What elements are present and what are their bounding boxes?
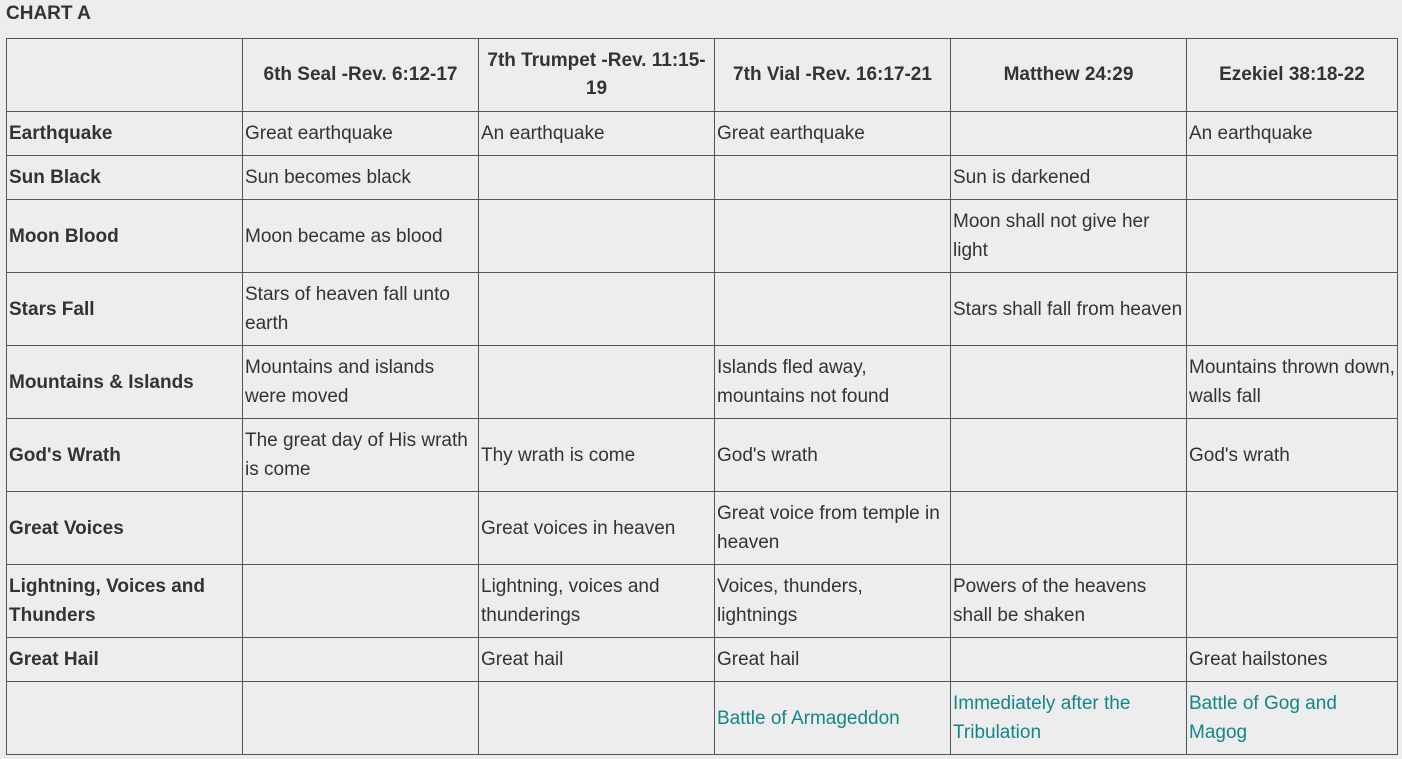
- table-row-mountains-islands: [7, 346, 1398, 419]
- table-cell: [951, 419, 1187, 492]
- table-cell: [243, 682, 479, 755]
- column-header-matthew: Matthew 24:29: [951, 39, 1187, 112]
- table-row-earthquake: [7, 112, 1398, 156]
- table-cell: Moon shall not give her light: [951, 200, 1187, 273]
- table-cell: God's wrath: [1187, 419, 1398, 492]
- table-cell: [479, 346, 715, 419]
- table-row-great-voices: [7, 492, 1398, 565]
- table-cell: Stars shall fall from heaven: [951, 273, 1187, 346]
- table-cell: Sun becomes black: [243, 156, 479, 200]
- table-cell: [243, 638, 479, 682]
- table-cell: [951, 112, 1187, 156]
- table-cell: [951, 492, 1187, 565]
- table-cell: [479, 156, 715, 200]
- table-cell: [479, 200, 715, 273]
- column-header-7th-trumpet: 7th Trumpet -Rev. 11:15-19: [479, 39, 715, 112]
- row-label: Great Voices: [7, 492, 243, 565]
- table-cell: [7, 682, 243, 755]
- table-cell: [715, 156, 951, 200]
- row-label: Earthquake: [7, 112, 243, 156]
- column-header-6th-seal: 6th Seal -Rev. 6:12-17: [243, 39, 479, 112]
- table-cell: Stars of heaven fall unto earth: [243, 273, 479, 346]
- table-cell: Mountains and islands were moved: [243, 346, 479, 419]
- table-cell: Great earthquake: [715, 112, 951, 156]
- table-cell: God's wrath: [715, 419, 951, 492]
- table-cell: [1187, 492, 1398, 565]
- table-cell: [1187, 200, 1398, 273]
- table-cell: Powers of the heavens shall be shaken: [951, 565, 1187, 638]
- table-cell: [1187, 565, 1398, 638]
- row-label: Lightning, Voices and Thunders: [7, 565, 243, 638]
- table-cell: [1187, 273, 1398, 346]
- table-cell: Mountains thrown down, walls fall: [1187, 346, 1398, 419]
- column-header-7th-vial: 7th Vial -Rev. 16:17-21: [715, 39, 951, 112]
- column-header-blank: [7, 39, 243, 112]
- table-cell: [479, 682, 715, 755]
- comparison-table: [6, 38, 1398, 755]
- row-label: Moon Blood: [7, 200, 243, 273]
- table-cell-link: [715, 682, 951, 755]
- battle-of-armageddon-link[interactable]: Battle of Armageddon: [717, 707, 900, 729]
- table-cell: [951, 346, 1187, 419]
- table-row-moon-blood: [7, 200, 1398, 273]
- table-cell: Great hailstones: [1187, 638, 1398, 682]
- table-cell: Great voices in heaven: [479, 492, 715, 565]
- table-cell: Sun is darkened: [951, 156, 1187, 200]
- table-cell: [715, 273, 951, 346]
- table-cell: Great voice from temple in heaven: [715, 492, 951, 565]
- column-header-ezekiel: Ezekiel 38:18-22: [1187, 39, 1398, 112]
- row-label: Great Hail: [7, 638, 243, 682]
- table-cell: Islands fled away, mountains not found: [715, 346, 951, 419]
- table-cell: [715, 200, 951, 273]
- table-cell: Great earthquake: [243, 112, 479, 156]
- table-cell: Great hail: [715, 638, 951, 682]
- table-cell: Thy wrath is come: [479, 419, 715, 492]
- table-row-great-hail: [7, 638, 1398, 682]
- table-cell: [243, 565, 479, 638]
- table-cell: Voices, thunders, lightnings: [715, 565, 951, 638]
- table-row-gods-wrath: [7, 419, 1398, 492]
- table-cell: [951, 638, 1187, 682]
- header-row: [7, 39, 1398, 112]
- table-cell: An earthquake: [479, 112, 715, 156]
- row-label: Mountains & Islands: [7, 346, 243, 419]
- table-row-stars-fall: [7, 273, 1398, 346]
- table-row-lightning-voices-thunders: [7, 565, 1398, 638]
- table-cell-link: [1187, 682, 1398, 755]
- table-cell: Great hail: [479, 638, 715, 682]
- table-cell: Lightning, voices and thunderings: [479, 565, 715, 638]
- table-cell: [479, 273, 715, 346]
- row-label: Sun Black: [7, 156, 243, 200]
- row-label: God's Wrath: [7, 419, 243, 492]
- table-cell-link: [951, 682, 1187, 755]
- chart-title: CHART A: [6, 3, 91, 24]
- table-cell: Moon became as blood: [243, 200, 479, 273]
- table-cell: The great day of His wrath is come: [243, 419, 479, 492]
- battle-of-gog-and-magog-link[interactable]: Battle of Gog and Magog: [1189, 693, 1337, 743]
- table-cell: [1187, 156, 1398, 200]
- immediately-after-tribulation-link[interactable]: Immediately after the Tribulation: [953, 693, 1131, 743]
- table-cell: [243, 492, 479, 565]
- table-cell: An earthquake: [1187, 112, 1398, 156]
- table-row-links: [7, 682, 1398, 755]
- table-row-sun-black: [7, 156, 1398, 200]
- row-label: Stars Fall: [7, 273, 243, 346]
